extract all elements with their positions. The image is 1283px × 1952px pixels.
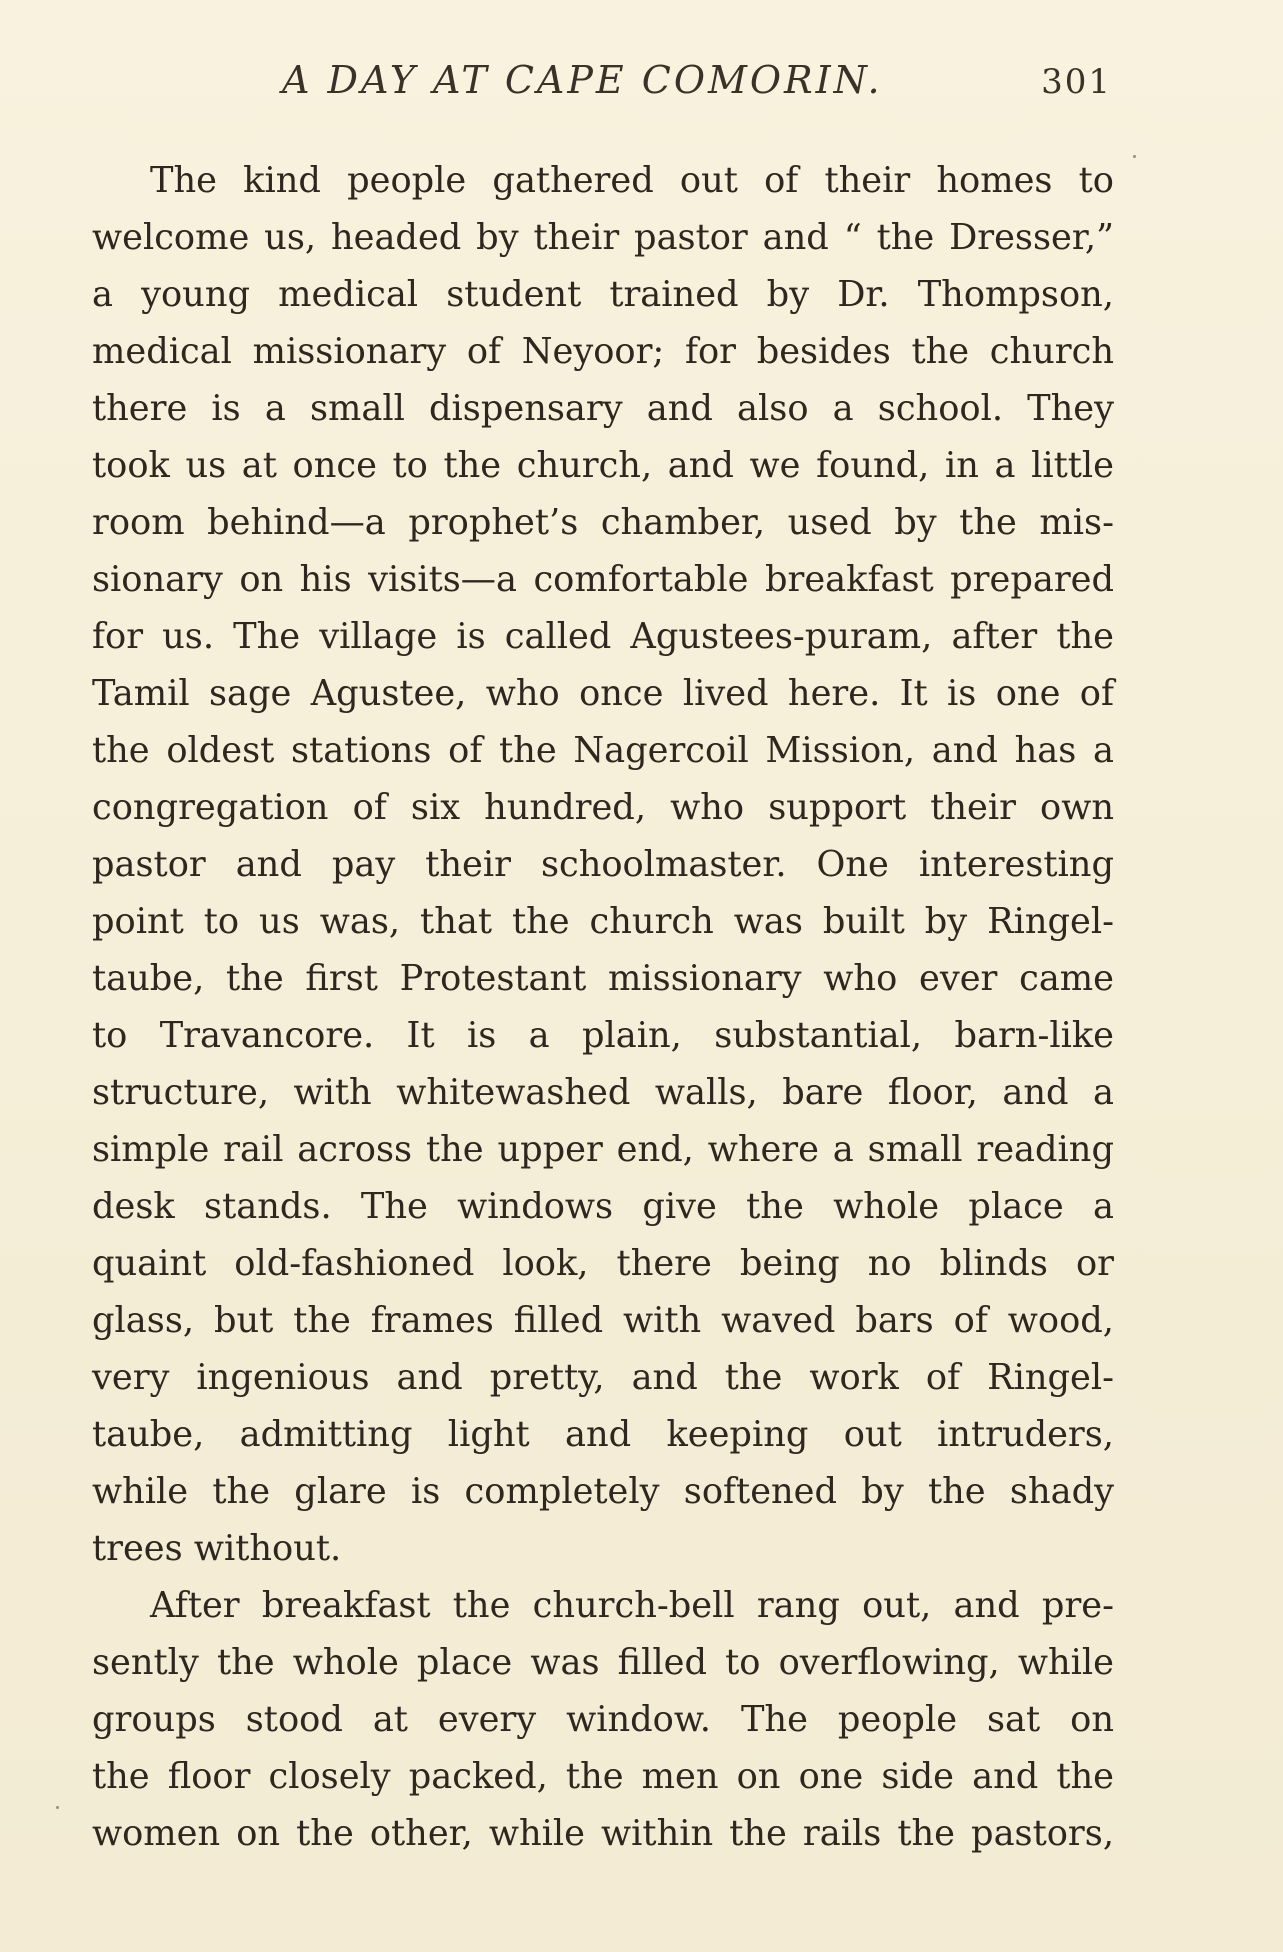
- text-line: very ingenious and pretty, and the work of Ringel-: [92, 1357, 1114, 1398]
- text-line: groups stood at every window. The people sat on: [92, 1699, 1114, 1740]
- paper-speck: [56, 1806, 59, 1809]
- text-line: glass, but the frames filled with waved bars of wood,: [92, 1300, 1114, 1341]
- text-line: welcome us, headed by their pastor and “ the Dresser,”: [92, 217, 1114, 258]
- text-line: the oldest stations of the Nagercoil Mission, and has a: [92, 730, 1114, 771]
- text-line: a young medical student trained by Dr. Thompson,: [92, 274, 1114, 315]
- text-line: medical missionary of Neyoor; for besides the church: [92, 331, 1114, 372]
- paragraph-2: [92, 1577, 1114, 1862]
- text-line: for us. The village is called Agustees-puram, after the: [92, 616, 1114, 657]
- running-title: A DAY AT CAPE COMORIN.: [282, 58, 883, 102]
- text-line: pastor and pay their schoolmaster. One interesting: [92, 844, 1114, 885]
- text-line: desk stands. The windows give the whole place a: [92, 1186, 1114, 1227]
- paragraph-1: [92, 152, 1114, 1577]
- text-line: sionary on his visits—a comfortable breakfast prepared: [92, 559, 1114, 600]
- text-line: the floor closely packed, the men on one side and the: [92, 1756, 1114, 1797]
- text-line: took us at once to the church, and we found, in a little: [92, 445, 1114, 486]
- text-line: while the glare is completely softened by the shady: [92, 1471, 1114, 1512]
- text-line: structure, with whitewashed walls, bare floor, and a: [92, 1072, 1114, 1113]
- text-line: After breakfast the church-bell rang out, and pre-: [150, 1585, 1114, 1626]
- text-line: to Travancore. It is a plain, substantial, barn-like: [92, 1015, 1114, 1056]
- text-line: sently the whole place was filled to overflowing, while: [92, 1642, 1114, 1683]
- text-line: taube, the first Protestant missionary who ever came: [92, 958, 1114, 999]
- text-line: quaint old-fashioned look, there being no blinds or: [92, 1243, 1114, 1284]
- text-line: women on the other, while within the rails the pastors,: [92, 1813, 1114, 1854]
- text-line: The kind people gathered out of their homes to: [150, 160, 1114, 201]
- text-line: trees without.: [92, 1528, 342, 1569]
- page-number: 301: [1041, 62, 1112, 102]
- body-text: [92, 152, 1114, 1862]
- text-line: Tamil sage Agustee, who once lived here. It is one of: [92, 673, 1114, 714]
- text-line: taube, admitting light and keeping out intruders,: [92, 1414, 1114, 1455]
- text-line: point to us was, that the church was built by Ringel-: [92, 901, 1114, 942]
- text-line: simple rail across the upper end, where a small reading: [92, 1129, 1114, 1170]
- paper-speck: [1133, 155, 1136, 158]
- text-line: room behind—a prophet’s chamber, used by the mis-: [92, 502, 1114, 543]
- text-line: congregation of six hundred, who support their own: [92, 787, 1114, 828]
- running-head: [92, 58, 1112, 118]
- text-line: there is a small dispensary and also a school. They: [92, 388, 1114, 429]
